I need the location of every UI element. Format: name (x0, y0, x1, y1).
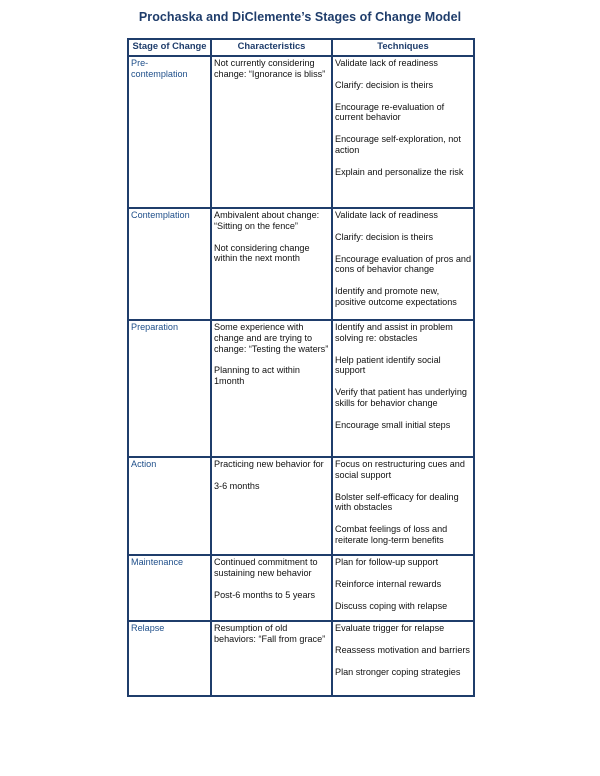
technique-item: Clarify: decision is theirs (335, 79, 434, 90)
technique-item: Combat feelings of loss and reiterate long-term benefits (335, 524, 448, 545)
technique-item: Explain and personalize the risk (335, 166, 464, 177)
characteristic-item: Post-6 months to 5 years (214, 589, 316, 600)
characteristics-cell (211, 56, 332, 208)
technique-item: Encourage re-evaluation of current behavior (335, 101, 445, 123)
characteristics-cell (211, 621, 332, 696)
technique-item: Identify and promote new, positive outcome expectations (335, 286, 457, 307)
characteristic-item: Not currently considering change: “Ignorance is bliss” (214, 58, 326, 79)
technique-item: Plan for follow-up support (335, 557, 439, 567)
characteristics-cell (211, 208, 332, 320)
table-row (128, 621, 474, 696)
technique-item: Clarify: decision is theirs (335, 231, 434, 242)
techniques-cell (332, 208, 474, 320)
technique-item: Plan stronger coping strategies (335, 666, 461, 677)
characteristic-item: Some experience with change and are trying to change: “Testing the waters” (214, 322, 329, 354)
table-header-row (128, 39, 474, 56)
characteristic-item: 3-6 months (214, 480, 260, 491)
stages-of-change-table (127, 38, 475, 697)
technique-item: Discuss coping with relapse (335, 600, 448, 611)
characteristic-item: Planning to act within 1month (214, 365, 300, 387)
header-characteristics: Characteristics (211, 39, 332, 56)
header-techniques: Techniques (332, 39, 474, 56)
technique-item: Encourage self-exploration, not action (335, 134, 461, 155)
characteristic-item: Resumption of old behaviors: “Fall from grace” (214, 623, 326, 644)
characteristic-item: Not considering change within the next month (214, 242, 310, 264)
characteristics-cell (211, 555, 332, 621)
technique-item: Encourage evaluation of pros and cons of behavior change (335, 253, 471, 275)
technique-item: Focus on restructuring cues and social support (335, 459, 465, 480)
technique-item: Bolster self-efficacy for dealing with obstacles (335, 491, 459, 513)
techniques-cell (332, 56, 474, 208)
stage-cell: Relapse (128, 621, 211, 696)
techniques-cell (332, 555, 474, 621)
table-row (128, 457, 474, 555)
characteristic-item: Practicing new behavior for (214, 459, 324, 469)
technique-item: Validate lack of readiness (335, 58, 438, 68)
technique-item: Help patient identify social support (335, 354, 441, 376)
table-row (128, 208, 474, 320)
table-row (128, 320, 474, 457)
page-title: Prochaska and DiClemente’s Stages of Change Model (138, 10, 462, 24)
technique-item: Evaluate trigger for relapse (335, 623, 445, 633)
characteristics-cell (211, 320, 332, 457)
table-row (128, 56, 474, 208)
technique-item: Reinforce internal rewards (335, 578, 442, 589)
techniques-cell (332, 320, 474, 457)
characteristic-item: Ambivalent about change: “Sitting on the fence” (214, 210, 320, 231)
technique-item: Validate lack of readiness (335, 210, 438, 220)
table-row (128, 555, 474, 621)
characteristic-item: Continued commitment to sustaining new behavior (214, 557, 318, 578)
technique-item: Verify that patient has underlying skills for behavior change (335, 387, 467, 408)
stage-cell: Action (128, 457, 211, 555)
stage-cell: Pre-contemplation (128, 56, 211, 208)
technique-item: Reassess motivation and barriers (335, 644, 470, 655)
technique-item: Identify and assist in problem solving re: obstacles (335, 322, 453, 343)
stage-cell: Preparation (128, 320, 211, 457)
characteristics-cell (211, 457, 332, 555)
techniques-cell (332, 621, 474, 696)
techniques-cell (332, 457, 474, 555)
stage-cell: Maintenance (128, 555, 211, 621)
stage-cell: Contemplation (128, 208, 211, 320)
header-stage-of-change: Stage of Change (128, 39, 211, 56)
technique-item: Encourage small initial steps (335, 419, 451, 430)
